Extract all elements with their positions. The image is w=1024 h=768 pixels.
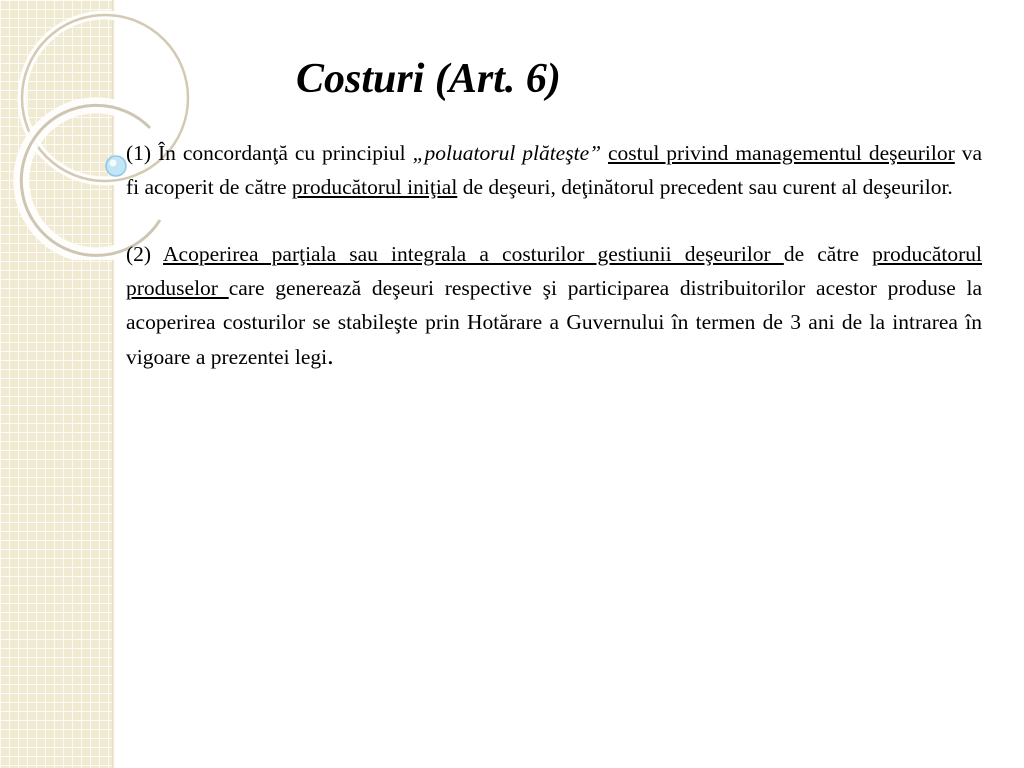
paragraph-1 bbox=[126, 136, 982, 204]
principle-quote: „poluatorul plăteşte” bbox=[412, 141, 602, 165]
paragraph-1-text-d: de deşeuri, deţinătorul precedent sau curent al deşeurilor. bbox=[457, 175, 953, 199]
cost-coverage-underlined: Acoperirea parţiala sau integrala a costurilor gestiunii deşeurilor bbox=[163, 242, 784, 266]
paragraph-2-text-b: de către bbox=[783, 242, 873, 266]
paragraph-1-text-a: În concordanţă cu principiul bbox=[151, 141, 413, 165]
paragraph-1-number: (1) bbox=[126, 141, 152, 165]
paragraph-2-end: . bbox=[327, 341, 334, 370]
paragraph-2-text-a bbox=[151, 242, 163, 266]
waste-management-cost-underlined: costul privind managementul deşeurilor bbox=[608, 141, 955, 165]
paragraph-2 bbox=[126, 237, 982, 374]
paragraph-2-number: (2) bbox=[126, 242, 152, 266]
paragraph-2-text-c: care generează deşeuri respective şi participarea distribuitorilor acestor produse la acoperirea costurilor se stabileşte prin Hotărare a Guvernului în termen de 3 ani de la intrarea în vigoare a prezentei legi bbox=[126, 276, 982, 369]
slide-title: Costuri (Art. 6) bbox=[296, 56, 561, 102]
paragraph-1-text-c: va fi acoperit de către bbox=[126, 141, 983, 199]
paragraph-1-text-b bbox=[601, 141, 608, 165]
slide-content bbox=[126, 136, 982, 407]
blue-dot-icon bbox=[106, 156, 126, 176]
initial-producer-underlined: producătorul iniţial bbox=[291, 175, 458, 199]
product-producer-underlined: producătorul produselor bbox=[126, 242, 982, 300]
